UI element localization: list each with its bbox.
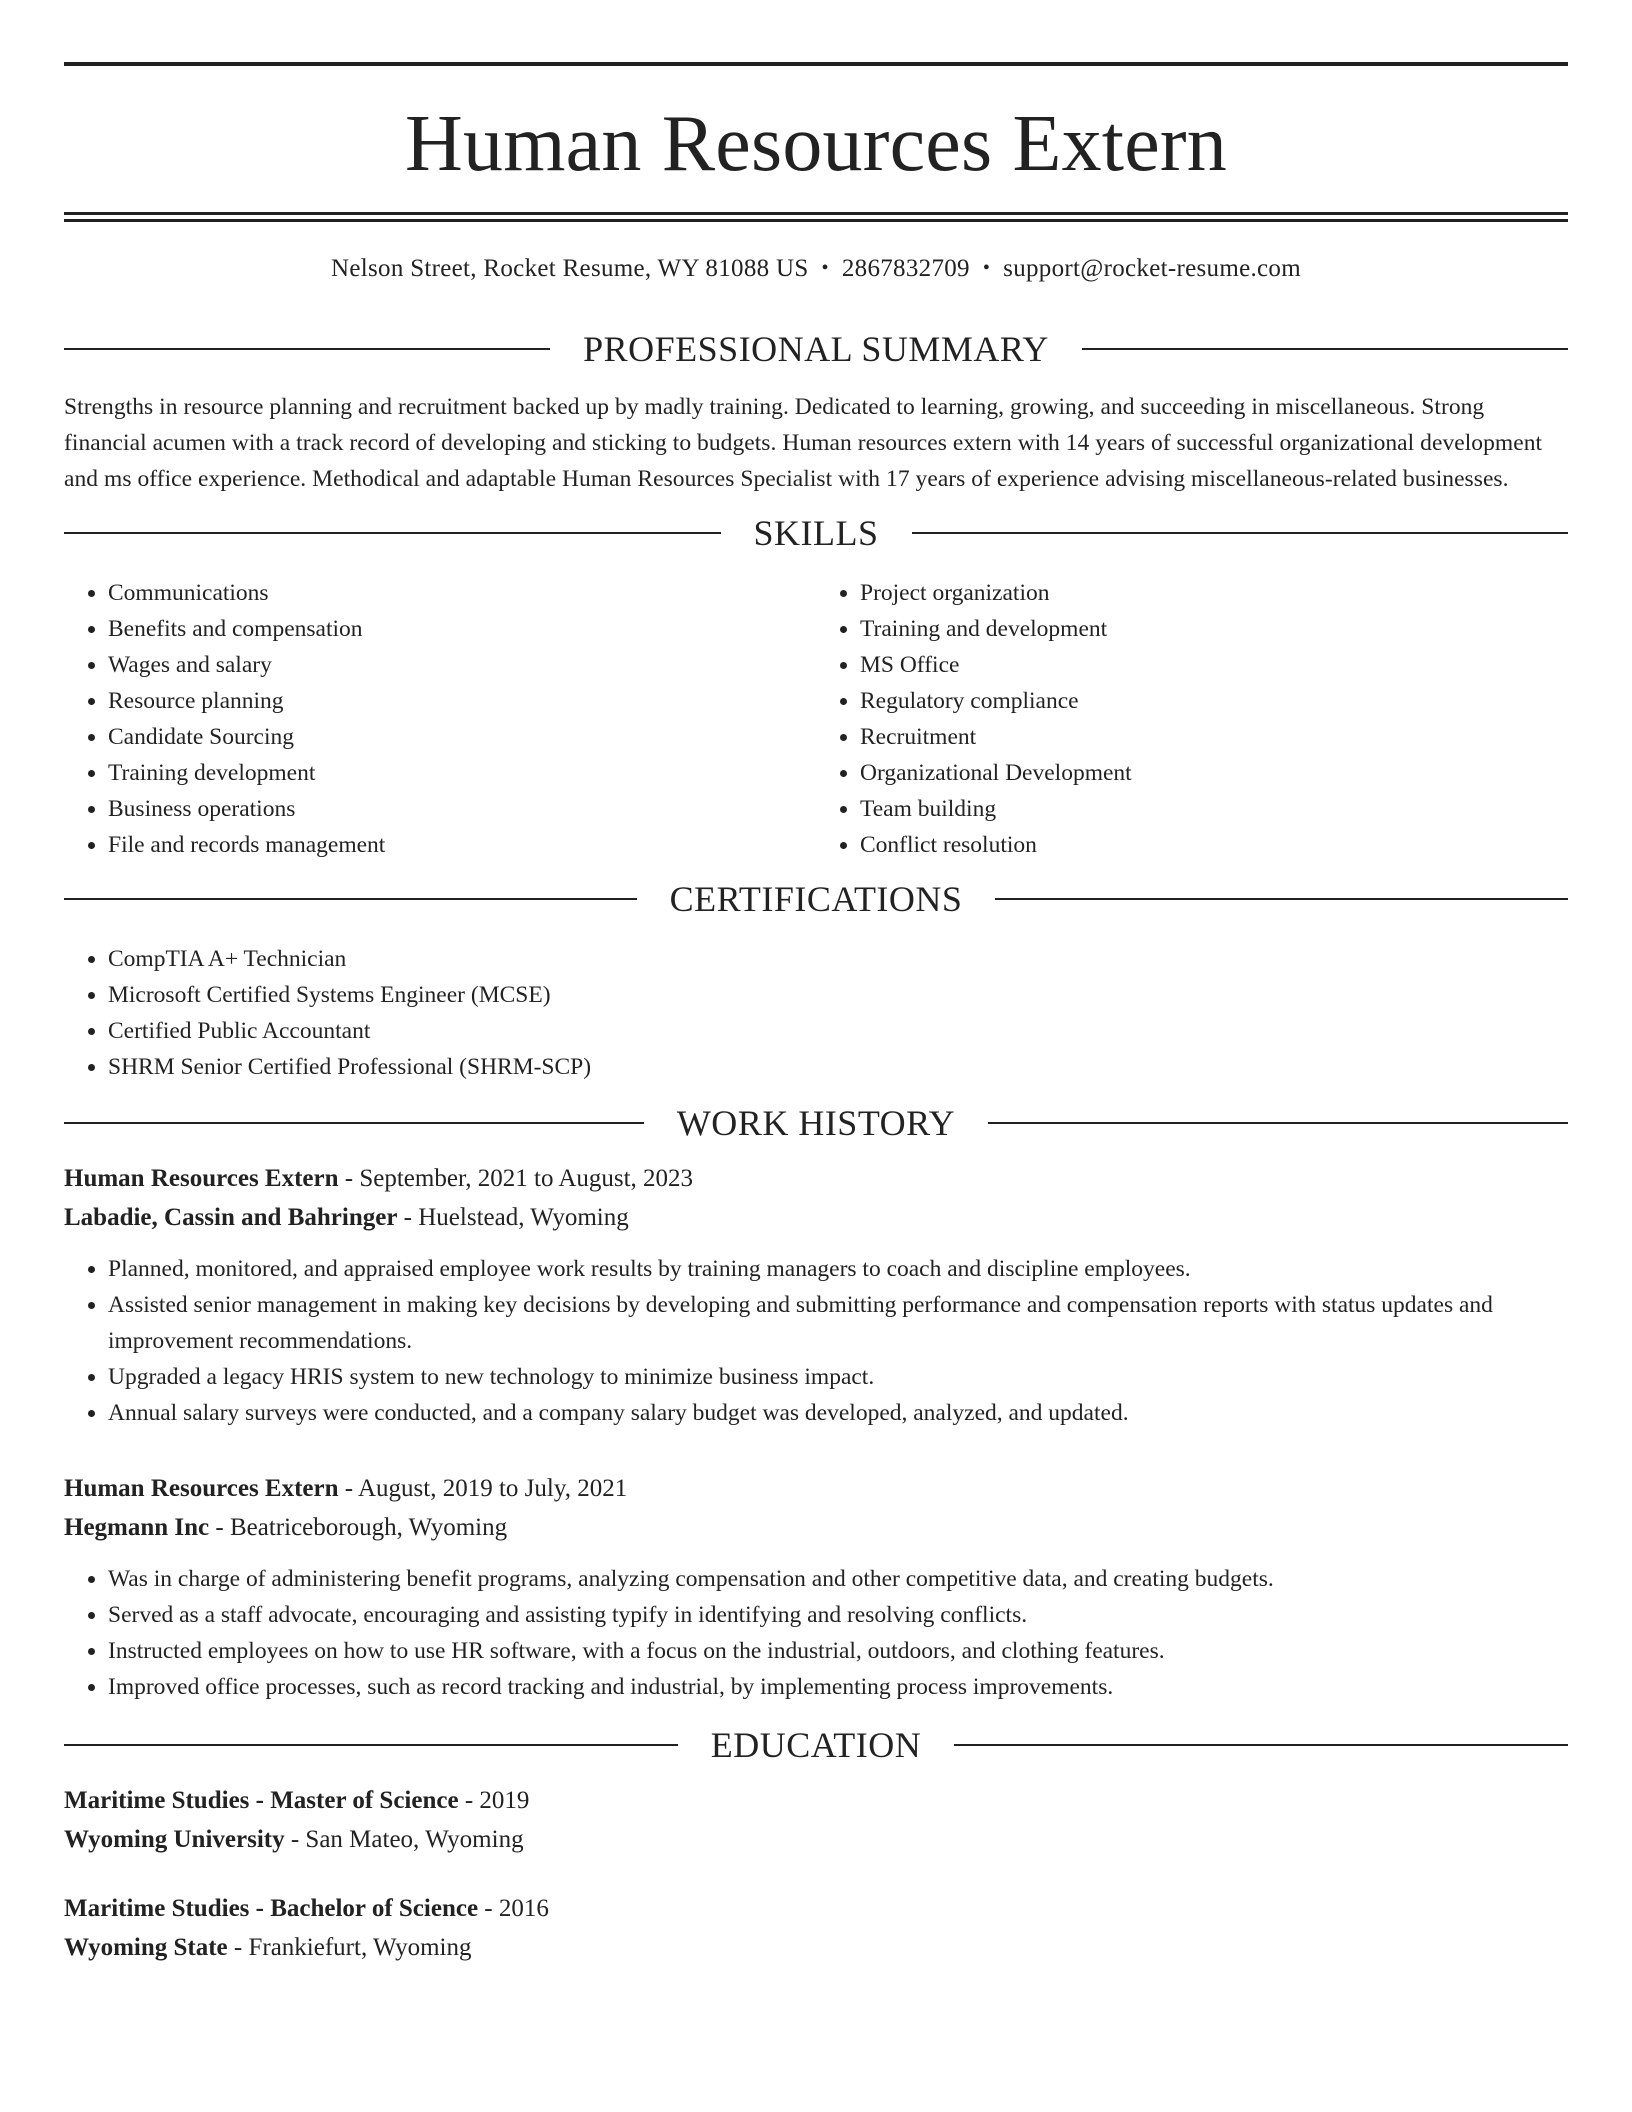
certifications-block	[64, 941, 1568, 1085]
heading-rule	[1082, 348, 1568, 350]
job-duty: • Upgraded a legacy HRIS system to new technology to minimize business impact.	[108, 1359, 1568, 1395]
education-year: - 2019	[458, 1787, 530, 1814]
job-duty: • Was in charge of administering benefit programs, analyzing compensation and other competitive data, and creating budgets.	[108, 1561, 1568, 1597]
job-dates: - September, 2021 to August, 2023	[338, 1165, 694, 1192]
section-title-work: WORK HISTORY	[676, 1103, 956, 1143]
heading-rule	[912, 532, 1569, 534]
skill-item: • Training development	[108, 755, 816, 791]
section-title-skills: SKILLS	[753, 513, 879, 553]
section-title-education: EDUCATION	[710, 1725, 922, 1765]
heading-rule	[954, 1744, 1568, 1746]
education-degree: Maritime Studies - Master of Science	[64, 1787, 459, 1814]
education-school: Wyoming State	[64, 1934, 228, 1961]
job-entry	[64, 1159, 1568, 1431]
skill-item: • Resource planning	[108, 683, 816, 719]
contact-phone: 2867832709	[841, 255, 970, 282]
contact-separator: •	[982, 257, 991, 279]
top-rule	[64, 62, 1568, 66]
job-duty: • Assisted senior management in making key decisions by developing and submitting performance and compensation reports with status updates and improvement recommendations.	[108, 1287, 1568, 1359]
certifications-list	[64, 941, 1568, 1085]
skill-item: • Team building	[860, 791, 1568, 827]
education-school-line	[64, 1820, 1568, 1859]
heading-rule	[64, 1122, 644, 1124]
job-location: - Beatriceborough, Wyoming	[209, 1514, 508, 1541]
skill-item: • Project organization	[860, 575, 1568, 611]
heading-rule	[64, 348, 550, 350]
job-title-line	[64, 1159, 1568, 1198]
section-heading-certifications	[64, 881, 1568, 917]
education-degree: Maritime Studies - Bachelor of Science	[64, 1895, 479, 1922]
skill-item: • Regulatory compliance	[860, 683, 1568, 719]
double-rule	[64, 212, 1568, 222]
education-location: - San Mateo, Wyoming	[284, 1826, 524, 1853]
certification-item: • CompTIA A+ Technician	[108, 941, 1568, 977]
job-duty: • Planned, monitored, and appraised employee work results by training managers to coach and discipline employees.	[108, 1251, 1568, 1287]
section-heading-work	[64, 1105, 1568, 1141]
skill-item: • MS Office	[860, 647, 1568, 683]
job-company-line	[64, 1508, 1568, 1547]
education-year: - 2016	[478, 1895, 549, 1922]
skills-columns	[64, 575, 1568, 863]
skills-list-left	[64, 575, 816, 863]
education-entry	[64, 1781, 1568, 1859]
skill-item: • Communications	[108, 575, 816, 611]
skill-item: • Organizational Development	[860, 755, 1568, 791]
job-duties	[64, 1251, 1568, 1431]
job-location: - Huelstead, Wyoming	[397, 1204, 629, 1231]
heading-rule	[64, 532, 721, 534]
job-dates: - August, 2019 to July, 2021	[338, 1475, 628, 1502]
contact-line	[64, 256, 1568, 281]
skill-item: • Candidate Sourcing	[108, 719, 816, 755]
job-company-line	[64, 1198, 1568, 1237]
job-duty: • Instructed employees on how to use HR software, with a focus on the industrial, outdoors, and clothing features.	[108, 1633, 1568, 1669]
skill-item: • Business operations	[108, 791, 816, 827]
skill-item: • Benefits and compensation	[108, 611, 816, 647]
resume-name: Human Resources Extern	[405, 100, 1227, 188]
section-heading-summary	[64, 331, 1568, 367]
certification-item: • Microsoft Certified Systems Engineer (MCSE)	[108, 977, 1568, 1013]
certification-item: • SHRM Senior Certified Professional (SHRM-SCP)	[108, 1049, 1568, 1085]
skill-item: • Conflict resolution	[860, 827, 1568, 863]
skill-item: • Training and development	[860, 611, 1568, 647]
heading-rule	[988, 1122, 1568, 1124]
education-degree-line	[64, 1889, 1568, 1928]
contact-separator: •	[821, 257, 829, 279]
skill-item: • Wages and salary	[108, 647, 816, 683]
job-duty: • Improved office processes, such as record tracking and industrial, by implementing process improvements.	[108, 1669, 1568, 1705]
skill-item: • Recruitment	[860, 719, 1568, 755]
heading-rule	[64, 898, 637, 900]
section-heading-education	[64, 1727, 1568, 1763]
education-degree-line	[64, 1781, 1568, 1820]
job-title-line	[64, 1469, 1568, 1508]
certification-item: • Certified Public Accountant	[108, 1013, 1568, 1049]
education-location: - Frankiefurt, Wyoming	[227, 1934, 472, 1961]
contact-email: support@rocket-resume.com	[1003, 255, 1301, 282]
section-title-summary: PROFESSIONAL SUMMARY	[583, 329, 1049, 369]
job-company: Labadie, Cassin and Bahringer	[64, 1204, 398, 1231]
skill-item: • File and records management	[108, 827, 816, 863]
summary-text: Strengths in resource planning and recruitment backed up by madly training. Dedicated to learning, growing, and succeeding in miscellaneous. Strong financial acumen with a track record of developing and sticking to budgets. Human resources extern with 14 years of successful organizational development and ms office experience. Methodical and adaptable Human Resources Specialist with 17 years of experience advising miscellaneous-related businesses.	[64, 394, 1543, 492]
job-duty: • Served as a staff advocate, encouraging and assisting typify in identifying and resolving conflicts.	[108, 1597, 1568, 1633]
section-title-certifications: CERTIFICATIONS	[669, 879, 963, 919]
job-duties	[64, 1561, 1568, 1705]
education-school: Wyoming University	[64, 1826, 285, 1853]
education-school-line	[64, 1928, 1568, 1967]
education-entry	[64, 1889, 1568, 1967]
job-duty: • Annual salary surveys were conducted, and a company salary budget was developed, analyzed, and updated.	[108, 1395, 1568, 1431]
heading-rule	[995, 898, 1568, 900]
contact-address: Nelson Street, Rocket Resume, WY 81088 US	[331, 255, 809, 282]
skills-list-right	[816, 575, 1568, 863]
heading-rule	[64, 1744, 678, 1746]
job-entry	[64, 1469, 1568, 1705]
job-company: Hegmann Inc	[64, 1514, 210, 1541]
job-title: Human Resources Extern	[64, 1475, 339, 1502]
section-heading-skills	[64, 515, 1568, 551]
job-title: Human Resources Extern	[64, 1165, 339, 1192]
